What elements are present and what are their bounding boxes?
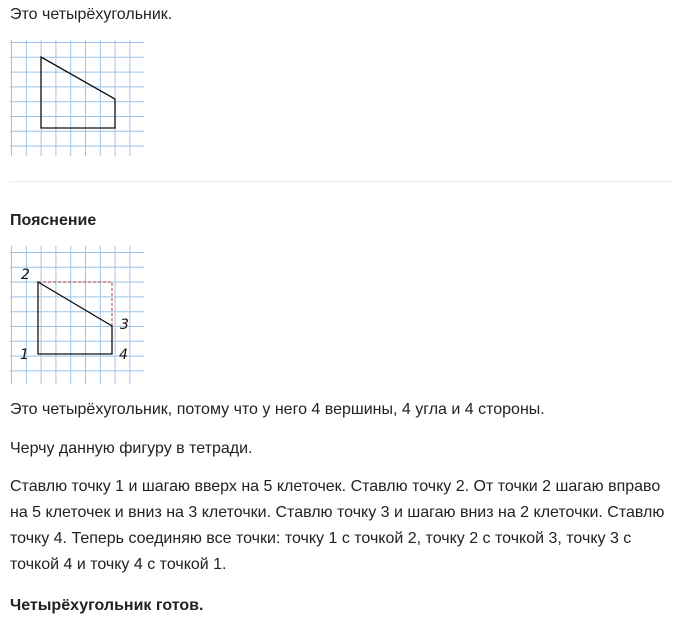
quadrilateral-shape — [38, 282, 112, 354]
explanation-heading: Пояснение — [10, 212, 97, 229]
grid-lines — [10, 40, 144, 156]
vertex-label-2: 2 — [21, 267, 30, 283]
vertex-label-3: 3 — [120, 317, 129, 333]
figure-explanation — [10, 246, 144, 384]
vertex-label-1: 1 — [20, 347, 29, 363]
vertex-label-4: 4 — [119, 347, 128, 363]
quadrilateral-shape — [41, 57, 115, 128]
grid-lines — [10, 246, 144, 384]
section-divider — [10, 181, 672, 182]
figure-quadrilateral — [10, 40, 144, 156]
intro-text: Это четырёхугольник. — [10, 6, 173, 23]
paragraph-3: Ставлю точку 1 и шагаю вверх на 5 клеточек. Ставлю точку 2. От точки 2 шагаю вправо на 5 клеточек и вниз на 3 клеточки. Ставлю точку 3 и шагаю вниз на 2 клеточки. Ставлю точку 4. Теперь соединяю все точки: точку 1 с точкой 2, точку 2 с точкой 3, точку 3 с точкой 4 и точку 4 с точкой 1. — [10, 478, 665, 573]
paragraph-1: Это четырёхугольник, потому что у него 4 вершины, 4 угла и 4 стороны. — [10, 401, 545, 418]
paragraph-2: Черчу данную фигуру в тетради. — [10, 440, 253, 457]
conclusion-text: Четырёхугольник готов. — [10, 597, 204, 614]
